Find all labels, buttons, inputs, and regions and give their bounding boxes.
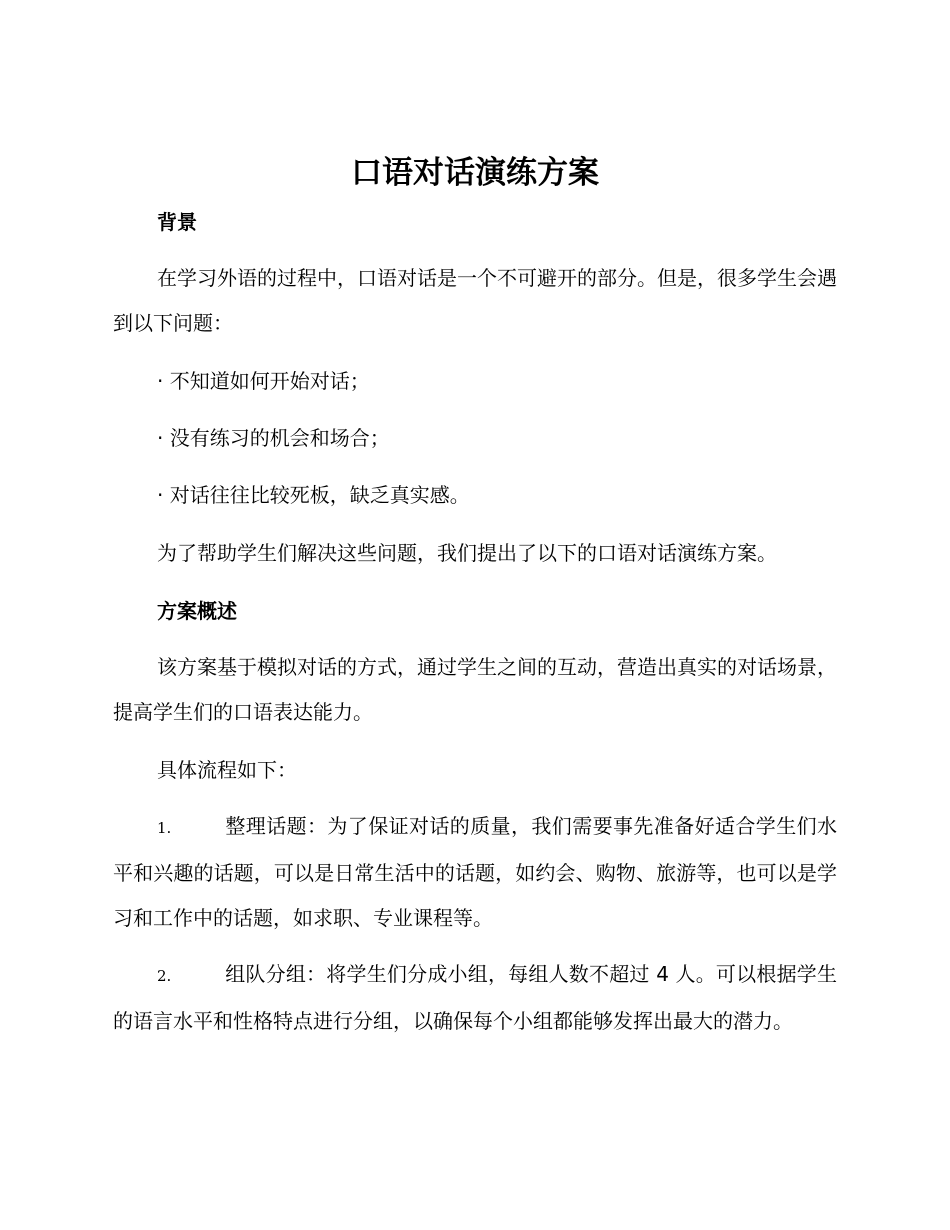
step-text: 组队分组：将学生们分成小组，每组人数不超过 4 人。可以根据学生的语言水平和性格特点进行分组，以确保每个小组都能够发挥出最大的潜力。 <box>113 962 837 1033</box>
step-number: 2. <box>157 967 172 985</box>
section-heading-background: 背景 <box>157 210 197 234</box>
step-text: 整理话题：为了保证对话的质量，我们需要事先准备好适合学生们水平和兴趣的话题，可以是日常生活中的话题，如约会、购物、旅游等，也可以是学习和工作中的话题，如求职、专业课程等。 <box>113 814 837 930</box>
bullet-item: · 没有练习的机会和场合； <box>157 426 390 450</box>
process-intro-line: 具体流程如下： <box>157 758 297 782</box>
section-heading-overview: 方案概述 <box>157 599 237 623</box>
document-title: 口语对话演练方案 <box>351 155 599 191</box>
numbered-step <box>113 804 837 941</box>
overview-intro-paragraph: 该方案基于模拟对话的方式，通过学生之间的互动，营造出真实的对话场景，提高学生们的口语表达能力。 <box>113 655 837 724</box>
numbered-step <box>113 952 837 1044</box>
bullet-item: · 不知道如何开始对话； <box>157 369 370 393</box>
bullet-item: · 对话往往比较死板，缺乏真实感。 <box>157 483 470 507</box>
background-conclusion-paragraph: 为了帮助学生们解决这些问题，我们提出了以下的口语对话演练方案。 <box>157 541 777 565</box>
background-intro-paragraph: 在学习外语的过程中，口语对话是一个不可避开的部分。但是，很多学生会遇到以下问题： <box>113 266 837 335</box>
step-number: 1. <box>157 819 172 837</box>
